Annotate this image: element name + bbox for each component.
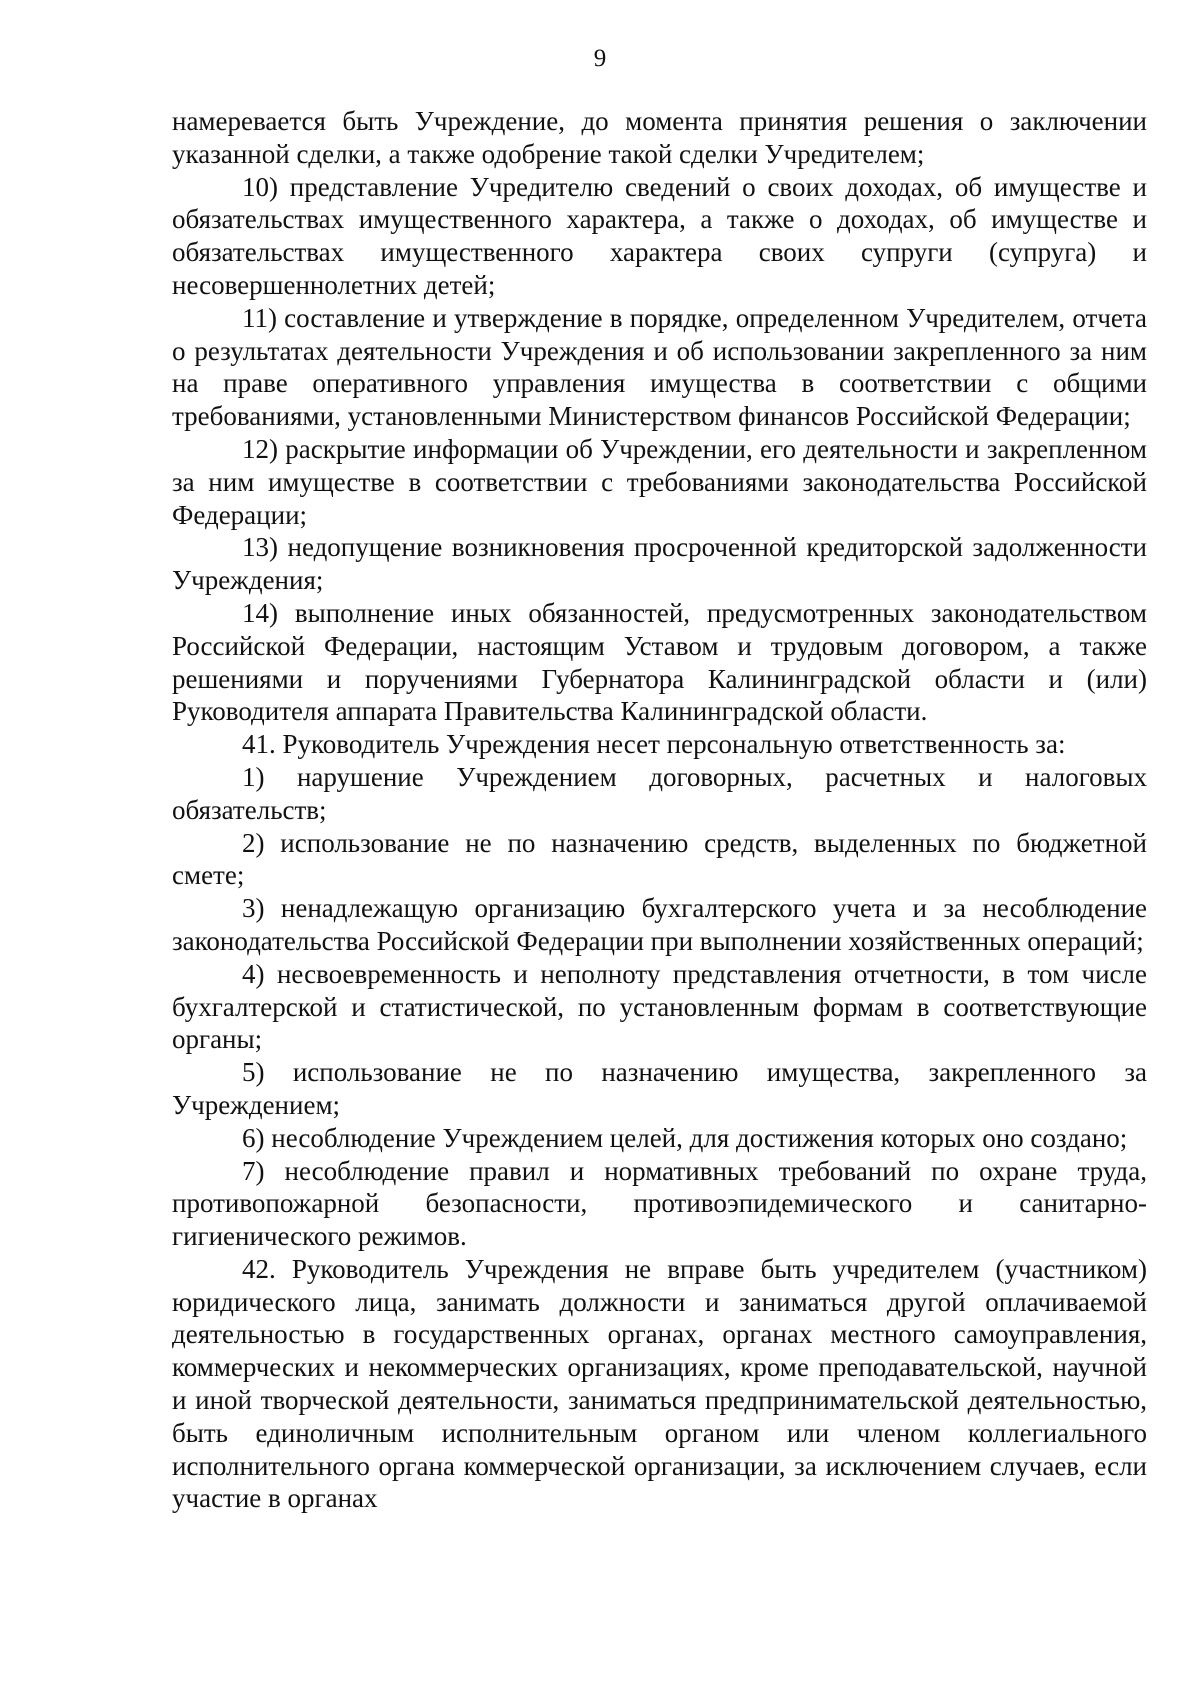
- paragraph-continuation: намеревается быть Учреждение, до момента принятия решения о заключении указанной сделки, а также одобрение такой сделки Учредителем;: [172, 106, 1147, 169]
- paragraph-41-item-3: 3) ненадлежащую организацию бухгалтерского учета и за несоблюдение законодательства Российской Федерации при выполнении хозяйственных операций;: [172, 893, 1147, 956]
- page-number: 9: [593, 45, 607, 72]
- paragraph-41-item-4: 4) несвоевременность и неполноту представления отчетности, в том числе бухгалтерской и статистической, по установленным формам в соответствующие органы;: [172, 958, 1147, 1055]
- paragraph-41-item-2: 2) использование не по назначению средств, выделенных по бюджетной смете;: [172, 827, 1147, 891]
- paragraph-clause-41: 41. Руководитель Учреждения несет персональную ответственность за:: [242, 729, 1066, 760]
- paragraph-item-13: 13) недопущение возникновения просроченной кредиторской задолженности Учреждения;: [172, 532, 1147, 596]
- paragraph-item-11: 11) составление и утверждение в порядке, определенном Учредителем, отчета о результатах деятельности Учреждения и об использовании закрепленного за ним на праве оперативного управления имущества в соответствии с общими требованиями, установленными Министерством финансов Российской Федерации;: [172, 302, 1147, 432]
- paragraph-41-item-1: 1) нарушение Учреждением договорных, расчетных и налоговых обязательств;: [172, 761, 1147, 825]
- paragraph-clause-42: 42. Руководитель Учреждения не вправе быть учредителем (участником) юридического лица, занимать должности и заниматься другой оплачиваемой деятельностью в государственных органах, органах местного самоуправления, коммерческих и некоммерческих организациях, кроме преподавательской, научной и иной творческой деятельности, заниматься предпринимательской деятельностью, быть единоличным исполнительным органом или членом коллегиального исполнительного органа коммерческой организации, за исключением случаев, если участие в органах: [172, 1253, 1147, 1514]
- paragraph-item-14: 14) выполнение иных обязанностей, предусмотренных законодательством Российской Федерации, настоящим Уставом и трудовым договором, а также решениями и поручениями Губернатора Калининградской области и (или) Руководителя аппарата Правительства Калининградской области.: [172, 597, 1147, 727]
- paragraph-41-item-5: 5) использование не по назначению имущества, закрепленного за Учреждением;: [172, 1057, 1147, 1120]
- document-body: [172, 105, 1147, 1515]
- paragraph-item-10: 10) представление Учредителю сведений о своих доходах, об имуществе и обязательствах имущественного характера, а также о доходах, об имуществе и обязательствах имущественного характера своих супруги (супруга) и несовершеннолетних детей;: [172, 171, 1147, 300]
- paragraph-item-12: 12) раскрытие информации об Учреждении, его деятельности и закрепленном за ним имуществе в соответствии с требованиями законодательства Российской Федерации;: [172, 433, 1147, 530]
- paragraph-41-item-6: 6) несоблюдение Учреждением целей, для достижения которых оно создано;: [242, 1122, 1128, 1153]
- paragraph-41-item-7: 7) несоблюдение правил и нормативных требований по охране труда, противопожарной безопасности, противоэпидемического и санитарно-гигиенического режимов.: [172, 1155, 1147, 1252]
